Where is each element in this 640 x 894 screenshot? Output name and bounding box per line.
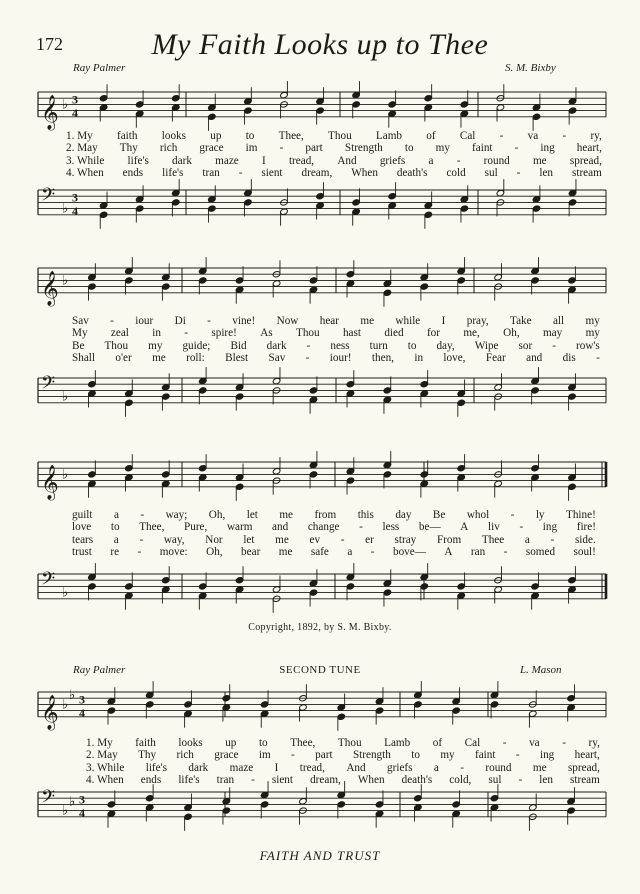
treble-clef-icon: 𝄞 [41,694,59,730]
lyric-syllable: change [307,521,340,534]
staff-lines [38,692,606,717]
lyric-syllable: Thou [337,737,362,749]
lyric-syllable: faith [116,130,138,142]
lyric-syllable: 3. While [66,154,105,167]
lyric-syllable: Strength [352,749,391,762]
bass-staff [0,373,640,426]
lyric-syllable: - [306,339,311,352]
lyric-syllable: tran [216,774,235,787]
staff-lines [38,462,606,487]
lyric-syllable: dream, [301,167,333,180]
lyric-line [72,341,600,352]
lyric-syllable: faith [135,737,156,749]
lyric-syllable: death's [396,167,428,180]
hymn-title: My Faith Looks up to Thee [151,28,489,61]
lyric-syllable: day [395,509,412,521]
lyric-syllable: - [503,546,508,559]
time-signature-top: 3 [79,792,85,807]
lyric-syllable: for [426,327,440,340]
lyric-syllable: Thee, [139,521,165,534]
lyric-syllable: a [347,546,353,559]
lyric-syllable: died [384,327,404,340]
lyric-syllable: pray, [466,315,489,327]
lyric-syllable: fire! [576,521,596,534]
lyric-syllable: love [72,521,92,534]
lyric-syllable: a [433,761,439,774]
lyric-syllable: Shall [72,352,95,365]
lyric-syllable: Thine! [565,509,596,521]
composer-credit-second: L. Mason [520,664,562,676]
flat-icon: ♭ [62,201,69,217]
lyric-syllable: Thee [481,533,505,546]
lyric-syllable: all [552,315,565,327]
lyric-syllable: Now [276,315,299,327]
lyric-syllable: im [245,142,258,155]
time-signature-top: 3 [72,92,78,107]
lyric-syllable: soul! [573,546,596,559]
lyric-syllable: - [184,327,189,340]
lyric-syllable: death's [401,774,433,787]
lyric-syllable: a [428,154,434,167]
lyric-syllable: - [502,737,507,749]
lyric-line [72,510,596,521]
lyric-syllable: - [139,533,144,546]
staff-lines [38,378,606,403]
lyric-syllable: while [395,315,421,327]
lyric-syllable: Cal [459,130,476,142]
lyric-syllable: be— [418,521,441,534]
lyric-syllable: Cal [464,737,481,749]
lyric-syllable: sul [488,774,502,787]
lyric-syllable: stream [571,167,602,180]
lyric-syllable: life's [178,774,200,787]
lyric-syllable: - [291,749,295,762]
lyric-line [86,750,600,761]
lyric-syllable: Be [72,339,85,352]
lyric-syllable: - [207,315,211,327]
lyric-syllable: - [514,142,519,155]
flat-icon: ♭ [62,697,69,713]
lyric-syllable: spread, [569,154,602,167]
flat-icon: ♭ [62,389,69,405]
lyric-syllable: my [435,142,450,155]
lyric-syllable: grace [214,749,239,762]
lyric-syllable: move: [159,546,188,559]
lyric-syllable: Thou [328,130,352,142]
lyric-line [86,775,600,786]
lyric-syllable: maze [215,154,239,167]
lyric-syllable: spread, [567,761,600,774]
lyric-syllable: - [552,339,556,352]
lyric-syllable: - [140,509,145,521]
lyric-syllable: Oh, [206,546,223,559]
lyric-syllable: my [585,327,600,340]
lyric-syllable: dark [172,154,192,167]
lyric-syllable: rich [159,142,178,155]
lyric-syllable: - [562,737,566,749]
lyric-line [72,547,596,558]
lyric-syllable: round [483,154,510,167]
lyric-syllable: Lamb [384,737,411,749]
lyric-syllable: let [246,509,258,521]
lyric-syllable: griefs [379,154,406,167]
lyric-syllable: life's [127,154,149,167]
lyric-syllable: tears [72,533,94,546]
lyric-syllable: er [365,533,374,546]
lyric-syllable: part [315,749,333,762]
lyric-syllable: way; [165,509,188,521]
lyric-line [72,316,600,327]
lyric-syllable: stray [394,533,417,546]
lyric-syllable: Di [174,315,186,327]
lyric-syllable: hear [319,315,340,327]
lyric-syllable: Be [432,509,446,521]
bass-clef-icon: 𝄢 [41,373,56,398]
lyric-syllable: grace [199,142,224,155]
lyric-syllable: to [110,521,120,534]
lyric-syllable: me [275,533,289,546]
lyric-syllable: a [113,533,119,546]
lyric-syllable: me [278,546,293,559]
lyric-syllable: turn [369,339,388,352]
lyric-syllable: of [426,130,436,142]
flat-icon: ♭ [69,688,76,704]
lyric-syllable: I [441,315,446,327]
lyric-syllable: Thy [138,749,157,762]
lyric-syllable: dis [562,352,576,365]
lyric-syllable: stream [570,774,600,787]
lyric-syllable: side. [574,533,596,546]
lyric-syllable: to [245,130,255,142]
lyric-syllable: dream, [310,774,341,787]
lyric-syllable: - [596,352,600,365]
lyric-syllable: roll: [186,352,205,365]
lyric-syllable: From [436,533,462,546]
lyric-syllable: re [110,546,120,559]
lyric-syllable: A [460,521,469,534]
bass-staff [0,185,640,238]
lyric-syllable: Oh, [503,327,520,340]
page-number: 172 [36,34,63,54]
lyric-syllable: o'er [115,352,132,365]
lyric-syllable: 4. When [86,774,124,787]
lyric-syllable: 2. May [86,749,118,762]
lyric-syllable: faint [474,749,496,762]
lyric-syllable: to [404,142,414,155]
lyric-syllable: from [314,509,337,521]
lyric-syllable: this [357,509,374,521]
flat-icon: ♭ [62,273,69,289]
lyric-line [66,131,602,142]
lyric-line [72,522,596,533]
lyric-syllable: Pure, [184,521,208,534]
lyric-syllable: me [279,509,294,521]
time-signature-bottom: 4 [79,705,85,720]
lyric-syllable: sient [261,167,283,180]
lyric-syllable: - [550,533,555,546]
lyric-syllable: way, [163,533,185,546]
lyric-syllable: len [539,167,554,180]
lyric-syllable: guilt [72,509,93,521]
lyric-syllable: life's [145,761,167,774]
lyric-syllable: Wipe [474,339,499,352]
time-signature-bottom: 4 [72,203,78,218]
lyric-syllable: bear [241,546,261,559]
lyric-syllable: tread, [299,761,325,774]
lyric-line [66,168,602,179]
lyric-syllable: warm [226,521,253,534]
time-signature-bottom: 4 [79,805,85,820]
lyric-syllable: - [519,521,524,534]
lyric-syllable: When [351,167,378,180]
time-signature-top: 3 [79,692,85,707]
lyric-syllable: - [340,533,345,546]
lyric-syllable: of [432,737,443,749]
lyric-syllable: Take [510,315,532,327]
lyric-syllable: Sav [268,352,286,365]
lyric-syllable: less [382,521,400,534]
lyric-syllable: a [113,509,119,521]
lyric-syllable: me, [463,327,480,340]
lyric-syllable: Thou [104,339,129,352]
lyric-syllable: round [485,761,512,774]
lyric-syllable: dark [188,761,209,774]
lyric-syllable: tran [202,167,220,180]
lyric-syllable: 3. While [86,761,125,774]
lyric-syllable: - [137,546,142,559]
lyric-syllable: bove— [392,546,426,559]
lyric-syllable: When [357,774,385,787]
lyric-syllable: - [562,130,567,142]
lyric-syllable: Fear [485,352,506,365]
section-footer: FAITH AND TRUST [259,848,381,863]
lyric-syllable: 1. My [86,737,113,749]
lyric-syllable: spire! [211,327,237,340]
lyric-syllable: dark [266,339,287,352]
lyric-syllable: iour [135,315,154,327]
flat-icon: ♭ [69,794,76,810]
time-signature-bottom: 4 [72,105,78,120]
lyric-syllable: love, [443,352,466,365]
lyric-syllable: rich [176,749,194,762]
lyric-syllable: ly [535,509,545,521]
lyric-line [66,156,602,167]
lyric-syllable: maze [229,761,254,774]
lyric-syllable: me [152,352,166,365]
lyric-syllable: - [456,154,461,167]
lyric-syllable: 1. My [66,130,93,142]
copyright-notice: Copyright, 1892, by S. M. Bixby. [248,622,392,633]
lyric-syllable: Oh, [208,509,226,521]
lyric-syllable: va [527,130,539,142]
lyric-syllable: ry, [588,737,600,749]
bass-staff [0,569,640,622]
treble-clef-icon: 𝄞 [41,94,59,130]
lyric-syllable: whol [466,509,490,521]
lyric-syllable: me [532,761,547,774]
lyric-syllable: Thee, [278,130,304,142]
lyric-syllable: - [251,774,255,787]
lyric-syllable: - [499,130,504,142]
lyric-syllable: and [526,352,543,365]
poet-credit-second: Ray Palmer [73,664,126,676]
poet-credit: Ray Palmer [73,62,126,74]
lyric-syllable: im [258,749,271,762]
lyric-syllable: me [360,315,375,327]
flat-icon: ♭ [62,97,69,113]
lyric-syllable: up [210,130,222,142]
lyric-syllable: ing [542,521,558,534]
lyric-syllable: sient [271,774,294,787]
lyric-syllable: trust [72,546,92,559]
bass-clef-icon: 𝄢 [41,569,56,594]
lyric-syllable: to [407,339,417,352]
treble-staff [0,690,640,740]
lyric-syllable: - [279,142,284,155]
lyric-syllable: cold, [449,774,472,787]
composer-credit: S. M. Bixby [505,62,556,74]
flat-icon: ♭ [62,467,69,483]
lyric-syllable: - [515,749,520,762]
lyric-syllable: My [72,327,88,340]
lyric-syllable: ends [122,167,144,180]
lyric-syllable: ing [540,142,555,155]
lyric-syllable: zeal [110,327,129,340]
lyric-syllable: Thee, [290,737,316,749]
lyric-syllable: vine! [232,315,256,327]
lyric-syllable: me [532,154,547,167]
lyric-syllable: len [539,774,553,787]
lyric-line [86,738,600,749]
lyric-syllable: Blest [225,352,249,365]
treble-staff [0,266,640,316]
lyric-syllable: in [152,327,161,340]
lyric-syllable: hast [342,327,361,340]
lyric-syllable: Nor [205,533,223,546]
lyric-syllable: 2. May [66,142,98,155]
lyric-syllable: somed [525,546,556,559]
lyric-syllable: Lamb [375,130,403,142]
flat-icon: ♭ [62,803,69,819]
lyric-line [66,143,602,154]
lyric-syllable: - [110,315,114,327]
lyric-syllable: my [440,749,455,762]
second-tune-label: SECOND TUNE [279,664,361,676]
flat-icon: ♭ [62,585,69,601]
lyric-syllable: sor [518,339,533,352]
lyric-syllable: Sav [72,315,89,327]
lyric-syllable: - [305,352,310,365]
lyric-syllable: Thy [119,142,138,155]
lyric-syllable: I [274,761,279,774]
lyric-syllable: Thou [295,327,320,340]
lyric-syllable: my [148,339,163,352]
lyric-syllable: I [261,154,266,167]
staff-lines [38,574,606,599]
lyric-syllable: and [272,521,289,534]
bass-clef-icon: 𝄢 [41,787,56,812]
lyric-syllable: day, [436,339,455,352]
lyric-syllable: in [414,352,424,365]
lyric-syllable: ing [539,749,555,762]
lyric-line [72,535,596,546]
lyric-syllable: my [585,315,600,327]
lyric-syllable: cold [446,167,466,180]
lyric-syllable: - [516,167,521,180]
lyric-syllable: And [346,761,366,774]
lyric-line [86,763,600,774]
lyric-syllable: - [359,521,363,534]
lyric-syllable: a [524,533,530,546]
lyric-syllable: up [225,737,237,749]
lyric-syllable: ev [309,533,321,546]
treble-clef-icon: 𝄞 [41,464,59,500]
lyric-syllable: A [444,546,453,559]
lyric-syllable: - [518,774,523,787]
bass-staff [0,787,640,840]
lyric-syllable: looks [161,130,186,142]
lyric-syllable: - [238,167,243,180]
lyric-syllable: ness [330,339,350,352]
staff-lines [38,792,606,817]
lyric-line [72,328,600,339]
lyric-syllable: ends [140,774,162,787]
lyric-syllable: then, [371,352,394,365]
lyric-syllable: griefs [387,761,413,774]
lyric-syllable: Bid [230,339,247,352]
lyric-syllable: As [260,327,273,340]
treble-staff [0,460,640,510]
lyric-syllable: let [243,533,255,546]
treble-clef-icon: 𝄞 [41,270,59,306]
lyric-syllable: part [305,142,323,155]
lyric-syllable: - [370,546,375,559]
lyric-syllable: 4. When [66,167,104,180]
lyric-syllable: row's [576,339,600,352]
lyric-syllable: to [258,737,268,749]
lyric-syllable: liv [488,521,500,534]
lyric-syllable: looks [178,737,203,749]
lyric-syllable: heart, [574,749,600,762]
lyric-syllable: faint [472,142,493,155]
lyric-syllable: iour! [329,352,352,365]
lyric-syllable: - [510,509,515,521]
lyric-syllable: life's [162,167,184,180]
lyric-syllable: tread, [288,154,315,167]
lyric-syllable: ry, [590,130,602,142]
lyric-syllable: va [529,737,540,749]
lyric-syllable: safe [310,546,329,559]
lyric-syllable: guide; [182,339,211,352]
lyric-syllable: ran [470,546,486,559]
bass-clef-icon: 𝄢 [41,185,56,210]
lyric-line [72,353,600,364]
lyric-syllable: And [337,154,357,167]
lyric-syllable: - [460,761,464,774]
lyric-syllable: heart, [576,142,602,155]
time-signature-top: 3 [72,190,78,205]
staff-lines [38,268,606,293]
lyric-syllable: may [542,327,563,340]
lyric-syllable: sul [484,167,498,180]
lyric-syllable: Strength [344,142,383,155]
lyric-syllable: to [411,749,420,762]
